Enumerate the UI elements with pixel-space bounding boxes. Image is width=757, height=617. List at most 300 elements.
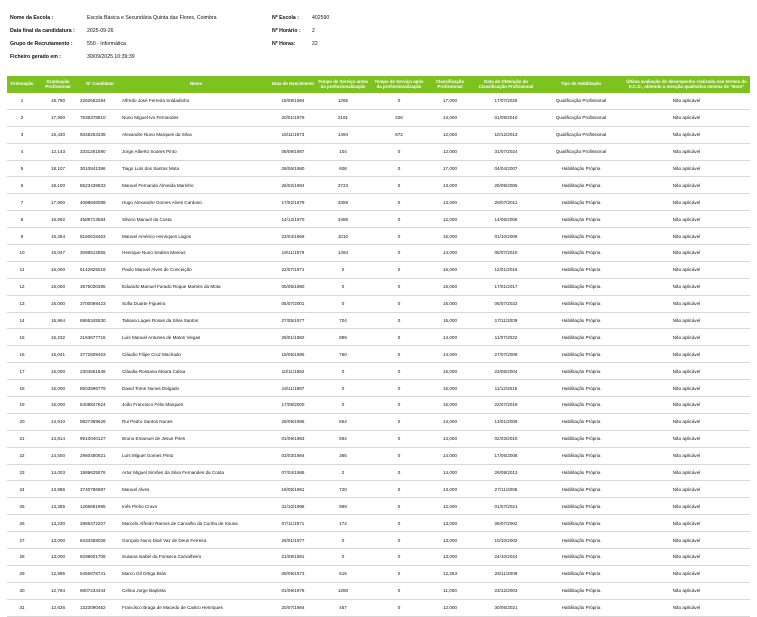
table-cell: Não aplicável (623, 93, 750, 109)
hours-row (272, 41, 318, 47)
table-cell: 12,895 (37, 565, 79, 582)
table-cell: 18,107 (37, 160, 79, 177)
table-cell: 0 (371, 532, 427, 549)
table-row (7, 515, 750, 532)
table-cell: 01/09/2010 (473, 109, 539, 126)
group-row (10, 41, 126, 47)
table-row (7, 413, 750, 430)
table-header-row (7, 76, 750, 93)
table-cell: Não aplicável (623, 532, 750, 549)
table-cell: 0 (371, 549, 427, 566)
table-cell: Manuel Alves (121, 481, 271, 498)
table-cell: 23/04/1969 (271, 228, 315, 245)
table-cell: 17 (7, 363, 37, 380)
table-row (7, 228, 750, 245)
table-cell: 05/07/2001 (271, 295, 315, 312)
table-row (7, 278, 750, 295)
table-cell: 17/09/2000 (271, 397, 315, 414)
table-cell: Habilitação Própria (539, 549, 623, 566)
table-cell: 22/07/1971 (271, 261, 315, 278)
generated-value: 30/09/2025 10:39:39 (87, 54, 135, 60)
table-row (7, 498, 750, 515)
table-cell: 12 (7, 278, 37, 295)
table-cell: 13 (7, 295, 37, 312)
table-cell: 23/06/2004 (473, 363, 539, 380)
table-cell: Habilitação Própria (539, 261, 623, 278)
column-header: Última avaliação de desempenho realizada nos termos do E.C.D., obtendo a menção qualitativa mínima de "Bom" (623, 76, 750, 93)
table-cell: 13,000 (427, 194, 473, 211)
table-cell: 25 (7, 498, 37, 515)
table-cell: 17,000 (427, 93, 473, 109)
generated-row (10, 54, 135, 60)
table-cell: Habilitação Própria (539, 582, 623, 599)
table-cell: Marco Gil Ortiga Brás (121, 565, 271, 582)
table-cell: 664 (315, 413, 371, 430)
column-header: Data de Nascimento (271, 76, 315, 93)
table-cell: Não aplicável (623, 363, 750, 380)
table-cell: Não aplicável (623, 515, 750, 532)
table-cell: 25/07/2011 (473, 194, 539, 211)
table-cell: 15,000 (37, 380, 79, 397)
table-cell: 0 (371, 228, 427, 245)
table-cell: 7536378810 (79, 109, 121, 126)
table-cell: 13,000 (427, 481, 473, 498)
table-cell: 05/05/1980 (271, 278, 315, 295)
table-cell: 594 (315, 430, 371, 447)
table-cell: 28/09/1985 (271, 413, 315, 430)
table-cell: 0 (371, 295, 427, 312)
table-cell: 31/07/2024 (473, 143, 539, 160)
school-number-row (272, 15, 329, 21)
table-cell: 14/06/2006 (473, 211, 539, 228)
table-cell: 16,000 (427, 261, 473, 278)
table-cell: 13,000 (37, 549, 79, 566)
table-cell: Não aplicável (623, 397, 750, 414)
table-cell: 14,000 (427, 346, 473, 363)
table-cell: 0 (371, 278, 427, 295)
table-cell: 872 (371, 126, 427, 143)
table-cell: 8160618463 (79, 228, 121, 245)
table-cell: Marcelo Alfredo Ramos de Carvalho da Cunha de Sousa (121, 515, 271, 532)
table-cell: 608 (315, 160, 371, 177)
table-cell: 14,814 (37, 430, 79, 447)
table-cell: 12,000 (427, 498, 473, 515)
table-cell: 615 (315, 565, 371, 582)
table-cell: João Francisco Félix Marques (121, 397, 271, 414)
table-cell: Não aplicável (623, 565, 750, 582)
column-header: Ordenação (7, 76, 37, 93)
table-cell: 12,626 (37, 599, 79, 616)
deadline-row (10, 28, 114, 34)
table-cell: Celina Jorge Baptista (121, 582, 271, 599)
table-cell: Rui Pedro Santos Nunes (121, 413, 271, 430)
table-row (7, 177, 750, 194)
table-cell: 9910040127 (79, 430, 121, 447)
table-cell: 18,100 (37, 177, 79, 194)
table-cell: 15,000 (37, 397, 79, 414)
table-cell: 0 (371, 430, 427, 447)
table-cell: Não aplicável (623, 582, 750, 599)
table-cell: Não aplicável (623, 599, 750, 616)
table-cell: 29 (7, 565, 37, 582)
table-row (7, 261, 750, 278)
table-cell: 6955345530 (79, 312, 121, 329)
table-cell: Susana Isabel da Fonseca Carvalheiro (121, 549, 271, 566)
column-header: Graduação Profissional (37, 76, 79, 93)
table-cell: 6607234444 (79, 582, 121, 599)
table-cell: 07/11/1971 (271, 515, 315, 532)
table-cell: 5408847624 (79, 397, 121, 414)
table-cell: 31/10/1998 (271, 498, 315, 515)
table-cell: 0 (371, 211, 427, 228)
table-cell: 2163677715 (79, 329, 121, 346)
table-cell: Gonçalo Nuno Dias Vaz de Deus Ferreira (121, 532, 271, 549)
table-row (7, 329, 750, 346)
column-header: Nome (121, 76, 271, 93)
table-cell: 13/01/2009 (473, 413, 539, 430)
table-cell: 0 (371, 346, 427, 363)
table-cell: 3723 (315, 177, 371, 194)
table-cell: 12/01/2016 (473, 261, 539, 278)
table-row (7, 211, 750, 228)
table-cell: 26/01/1977 (271, 532, 315, 549)
table-cell: 17/01/2017 (473, 278, 539, 295)
table-cell: Qualificação Profissional (539, 143, 623, 160)
table-row (7, 143, 750, 160)
table-cell: Não aplicável (623, 329, 750, 346)
table-cell: 7 (7, 194, 37, 211)
column-header: Tipo de Habilitação (539, 76, 623, 93)
table-cell: 1280 (315, 582, 371, 599)
table-cell: Habilitação Própria (539, 312, 623, 329)
table-cell: 2 (7, 109, 37, 126)
table-cell: Habilitação Própria (539, 245, 623, 262)
table-cell: 13,000 (427, 515, 473, 532)
table-cell: 18/11/1987 (271, 380, 315, 397)
table-cell: 3575030365 (79, 278, 121, 295)
table-cell: 12,000 (427, 599, 473, 616)
table-cell: David Tomé Nunes Delgado (121, 380, 271, 397)
table-cell: 16,000 (427, 278, 473, 295)
table-cell: Habilitação Própria (539, 278, 623, 295)
table-row (7, 430, 750, 447)
table-cell: Não aplicável (623, 211, 750, 228)
table-cell: 3485 (315, 211, 371, 228)
table-cell: 2960480621 (79, 447, 121, 464)
table-cell: 15,000 (427, 363, 473, 380)
table-row (7, 447, 750, 464)
table-cell: 24/10/2024 (473, 549, 539, 566)
table-cell: 3359 (315, 194, 371, 211)
table-cell: 21/09/1981 (271, 549, 315, 566)
table-cell: Manuel Américo Henriques Lagos (121, 228, 271, 245)
table-cell: 16 (7, 346, 37, 363)
table-cell: Habilitação Própria (539, 565, 623, 582)
table-cell: 14,000 (427, 413, 473, 430)
table-cell: 14,500 (37, 447, 79, 464)
table-cell: 9348253338 (79, 126, 121, 143)
table-cell: Habilitação Própria (539, 481, 623, 498)
table-cell: 22 (7, 447, 37, 464)
table-cell: Não aplicável (623, 228, 750, 245)
table-cell: Cláudia Rossana Moura Calixa (121, 363, 271, 380)
table-cell: 15,041 (37, 346, 79, 363)
table-cell: 3010841396 (79, 160, 121, 177)
table-cell: 0 (315, 363, 371, 380)
schedule-number-row (272, 28, 315, 34)
table-cell: 4 (7, 143, 37, 160)
table-cell: 20 (7, 413, 37, 430)
table-cell: Não aplicável (623, 430, 750, 447)
table-cell: 0 (371, 194, 427, 211)
table-row (7, 481, 750, 498)
table-cell: Habilitação Própria (539, 211, 623, 228)
table-cell: Habilitação Própria (539, 177, 623, 194)
table-cell: Não aplicável (623, 498, 750, 515)
table-cell: 0 (371, 515, 427, 532)
table-cell: Não aplicável (623, 413, 750, 430)
table-cell: 20/07/1984 (271, 599, 315, 616)
table-row (7, 160, 750, 177)
table-cell: 30 (7, 582, 37, 599)
table-cell: 08/09/1973 (271, 565, 315, 582)
table-cell: 04/04/2007 (473, 160, 539, 177)
column-header: Nº Candidato (79, 76, 121, 93)
table-cell: 1 (7, 93, 37, 109)
table-cell: 12,764 (37, 582, 79, 599)
table-cell: Habilitação Própria (539, 295, 623, 312)
table-cell: 104 (315, 143, 371, 160)
table-cell: 12,143 (37, 143, 79, 160)
table-cell: 0 (371, 363, 427, 380)
table-cell: 13,000 (37, 532, 79, 549)
table-cell: Não aplicável (623, 481, 750, 498)
table-cell: Manuel Fernando Almeida Marinho (121, 177, 271, 194)
table-cell: 16,047 (37, 245, 79, 262)
table-cell: 20/01/1979 (271, 109, 315, 126)
table-cell: Luís Miguel Gomes Pinto (121, 447, 271, 464)
table-row (7, 599, 750, 616)
table-cell: 0 (315, 278, 371, 295)
table-cell: 3700069423 (79, 295, 121, 312)
table-cell: 1494 (315, 245, 371, 262)
table-cell: Não aplicável (623, 245, 750, 262)
table-cell: 16,692 (37, 211, 79, 228)
table-cell: 2985472207 (79, 515, 121, 532)
table-cell: 18/05/1985 (271, 346, 315, 363)
table-cell: Hugo Alexandre Gomes Alves Cardoso (121, 194, 271, 211)
table-cell: 969 (315, 498, 371, 515)
table-cell: Bruno Emanuel de Jesus Pires (121, 430, 271, 447)
table-row (7, 532, 750, 549)
table-cell: 02/03/2010 (473, 430, 539, 447)
table-row (7, 346, 750, 363)
table-row (7, 245, 750, 262)
table-cell: 14,000 (427, 447, 473, 464)
table-cell: 0 (315, 532, 371, 549)
table-cell: 0 (315, 397, 371, 414)
table-cell: 13,986 (37, 481, 79, 498)
table-cell: Tiago Luís dos Santos Mota (121, 160, 271, 177)
table-cell: 15,000 (427, 312, 473, 329)
table-cell: Sofia Duarte Figueira (121, 295, 271, 312)
table-cell: 457 (315, 599, 371, 616)
hours-label: Nº Horas: (272, 41, 296, 47)
table-cell: 10 (7, 245, 37, 262)
table-cell: 0 (371, 312, 427, 329)
table-row (7, 295, 750, 312)
table-cell: 10/12/2013 (473, 126, 539, 143)
school-name-row (10, 15, 216, 21)
table-cell: 1323090462 (79, 599, 121, 616)
table-cell: 2 (315, 464, 371, 481)
table-cell: 328 (371, 109, 427, 126)
table-cell: 15,000 (427, 380, 473, 397)
table-cell: 15,000 (427, 397, 473, 414)
table-cell: 09/09/1987 (271, 143, 315, 160)
group-label: Grupo de Recrutamento : (10, 41, 73, 47)
table-cell: 0 (315, 295, 371, 312)
table-cell: Silvino Manuel da Costa (121, 211, 271, 228)
table-cell: 18 (7, 380, 37, 397)
table-cell: 1265 (315, 93, 371, 109)
column-header: Data de Obtenção da Classificação Profissional (473, 76, 539, 93)
table-cell: 3740786987 (79, 481, 121, 498)
table-cell: 28 (7, 549, 37, 566)
table-cell: 15 (7, 329, 37, 346)
table-cell: Francisco Braga de Macedo de Castro Henriques (121, 599, 271, 616)
table-cell: 14,910 (37, 413, 79, 430)
table-cell: Henrique Nuno Seabra Mareus (121, 245, 271, 262)
table-cell: 6142925016 (79, 261, 121, 278)
table-cell: 6 (7, 177, 37, 194)
school-name-value: Escola Básica e Secundária Quinta das Flores, Coimbra (87, 15, 217, 21)
table-cell: Nuno Miguel Ivo Fernandes (121, 109, 271, 126)
table-cell: Não aplicável (623, 549, 750, 566)
table-cell: 16,364 (37, 228, 79, 245)
table-cell: 0 (371, 177, 427, 194)
table-cell: Não aplicável (623, 447, 750, 464)
table-cell: 0 (371, 447, 427, 464)
table-cell: 11/07/2022 (473, 329, 539, 346)
table-cell: 05/07/2010 (473, 245, 539, 262)
table-cell: 14,000 (427, 430, 473, 447)
column-header: Tempo de Serviço antes da profissionalização (315, 76, 371, 93)
table-cell: 01/10/2009 (473, 228, 539, 245)
table-cell: 16,000 (37, 261, 79, 278)
table-row (7, 194, 750, 211)
table-cell: 0 (371, 380, 427, 397)
table-cell: 17/02/1979 (271, 194, 315, 211)
table-cell: 0 (315, 261, 371, 278)
table-cell: 8523439933 (79, 177, 121, 194)
table-cell: 14,000 (427, 109, 473, 126)
table-cell: 9 (7, 228, 37, 245)
table-cell: 1494 (315, 126, 371, 143)
group-value: 550 - Informática (87, 41, 126, 47)
table-cell: 12,000 (427, 126, 473, 143)
table-cell: 14 (7, 312, 37, 329)
table-cell: 2191 (315, 109, 371, 126)
table-cell: Habilitação Própria (539, 160, 623, 177)
table-cell: Não aplicável (623, 295, 750, 312)
table-cell: 14/12/1970 (271, 211, 315, 228)
table-cell: 28/06/1980 (271, 160, 315, 177)
table-cell: 8503996779 (79, 380, 121, 397)
table-cell: 29/09/2005 (473, 177, 539, 194)
table-row (7, 109, 750, 126)
table-cell: 19/05/1981 (271, 481, 315, 498)
table-cell: Habilitação Própria (539, 515, 623, 532)
table-cell: 0 (371, 397, 427, 414)
table-row (7, 93, 750, 109)
table-cell: 0 (371, 261, 427, 278)
table-cell: 4088846088 (79, 194, 121, 211)
table-row (7, 549, 750, 566)
table-cell: Tatiana Lages Rosas da Silva Santos (121, 312, 271, 329)
table-cell: 29/01/1982 (271, 329, 315, 346)
table-cell: 17,600 (37, 194, 79, 211)
table-cell: 07/04/1986 (271, 464, 315, 481)
table-cell: 12,253 (427, 565, 473, 582)
table-cell: 8 (7, 211, 37, 228)
table-cell: 14,000 (427, 329, 473, 346)
table-cell: 13,000 (427, 549, 473, 566)
table-cell: Não aplicável (623, 346, 750, 363)
table-cell: 27 (7, 532, 37, 549)
table-cell: 1266681995 (79, 498, 121, 515)
table-cell: 11/12/2015 (473, 380, 539, 397)
table-cell: 19/09/1984 (271, 93, 315, 109)
table-cell: Não aplicável (623, 194, 750, 211)
table-row (7, 582, 750, 599)
table-cell: Qualificação Profissional (539, 109, 623, 126)
table-cell: Qualificação Profissional (539, 93, 623, 109)
deadline-label: Data final da candidatura : (10, 28, 75, 34)
table-cell: 03/03/1984 (271, 447, 315, 464)
table-cell: 01/07/2021 (473, 498, 539, 515)
table-cell: Habilitação Própria (539, 430, 623, 447)
table-cell: 0 (371, 599, 427, 616)
table-cell: Habilitação Própria (539, 363, 623, 380)
table-cell: 13,230 (37, 515, 79, 532)
table-cell: 26/02/1984 (271, 177, 315, 194)
table-cell: Não aplicável (623, 109, 750, 126)
table-cell: 18/11/1973 (271, 126, 315, 143)
table-row (7, 363, 750, 380)
table-cell: 27/05/1977 (271, 312, 315, 329)
table-cell: Não aplicável (623, 278, 750, 295)
table-row (7, 126, 750, 143)
column-header: Tempo de Serviço após da profissionalização (371, 76, 427, 93)
table-row (7, 380, 750, 397)
candidates-table (7, 76, 750, 617)
table-cell: 3772609463 (79, 346, 121, 363)
table-cell: Habilitação Própria (539, 464, 623, 481)
table-cell: Não aplicável (623, 177, 750, 194)
table-cell: 31 (7, 599, 37, 616)
table-cell: 26/09/2013 (473, 464, 539, 481)
table-cell: 17,900 (37, 109, 79, 126)
table-row (7, 397, 750, 414)
table-cell: 23 (7, 464, 37, 481)
table-cell: Habilitação Própria (539, 397, 623, 414)
table-cell: 0 (371, 481, 427, 498)
table-cell: 24 (7, 481, 37, 498)
table-cell: Alexandre Nuno Marques da Silva (121, 126, 271, 143)
table-cell: 3096512855 (79, 245, 121, 262)
table-cell: 11 (7, 261, 37, 278)
